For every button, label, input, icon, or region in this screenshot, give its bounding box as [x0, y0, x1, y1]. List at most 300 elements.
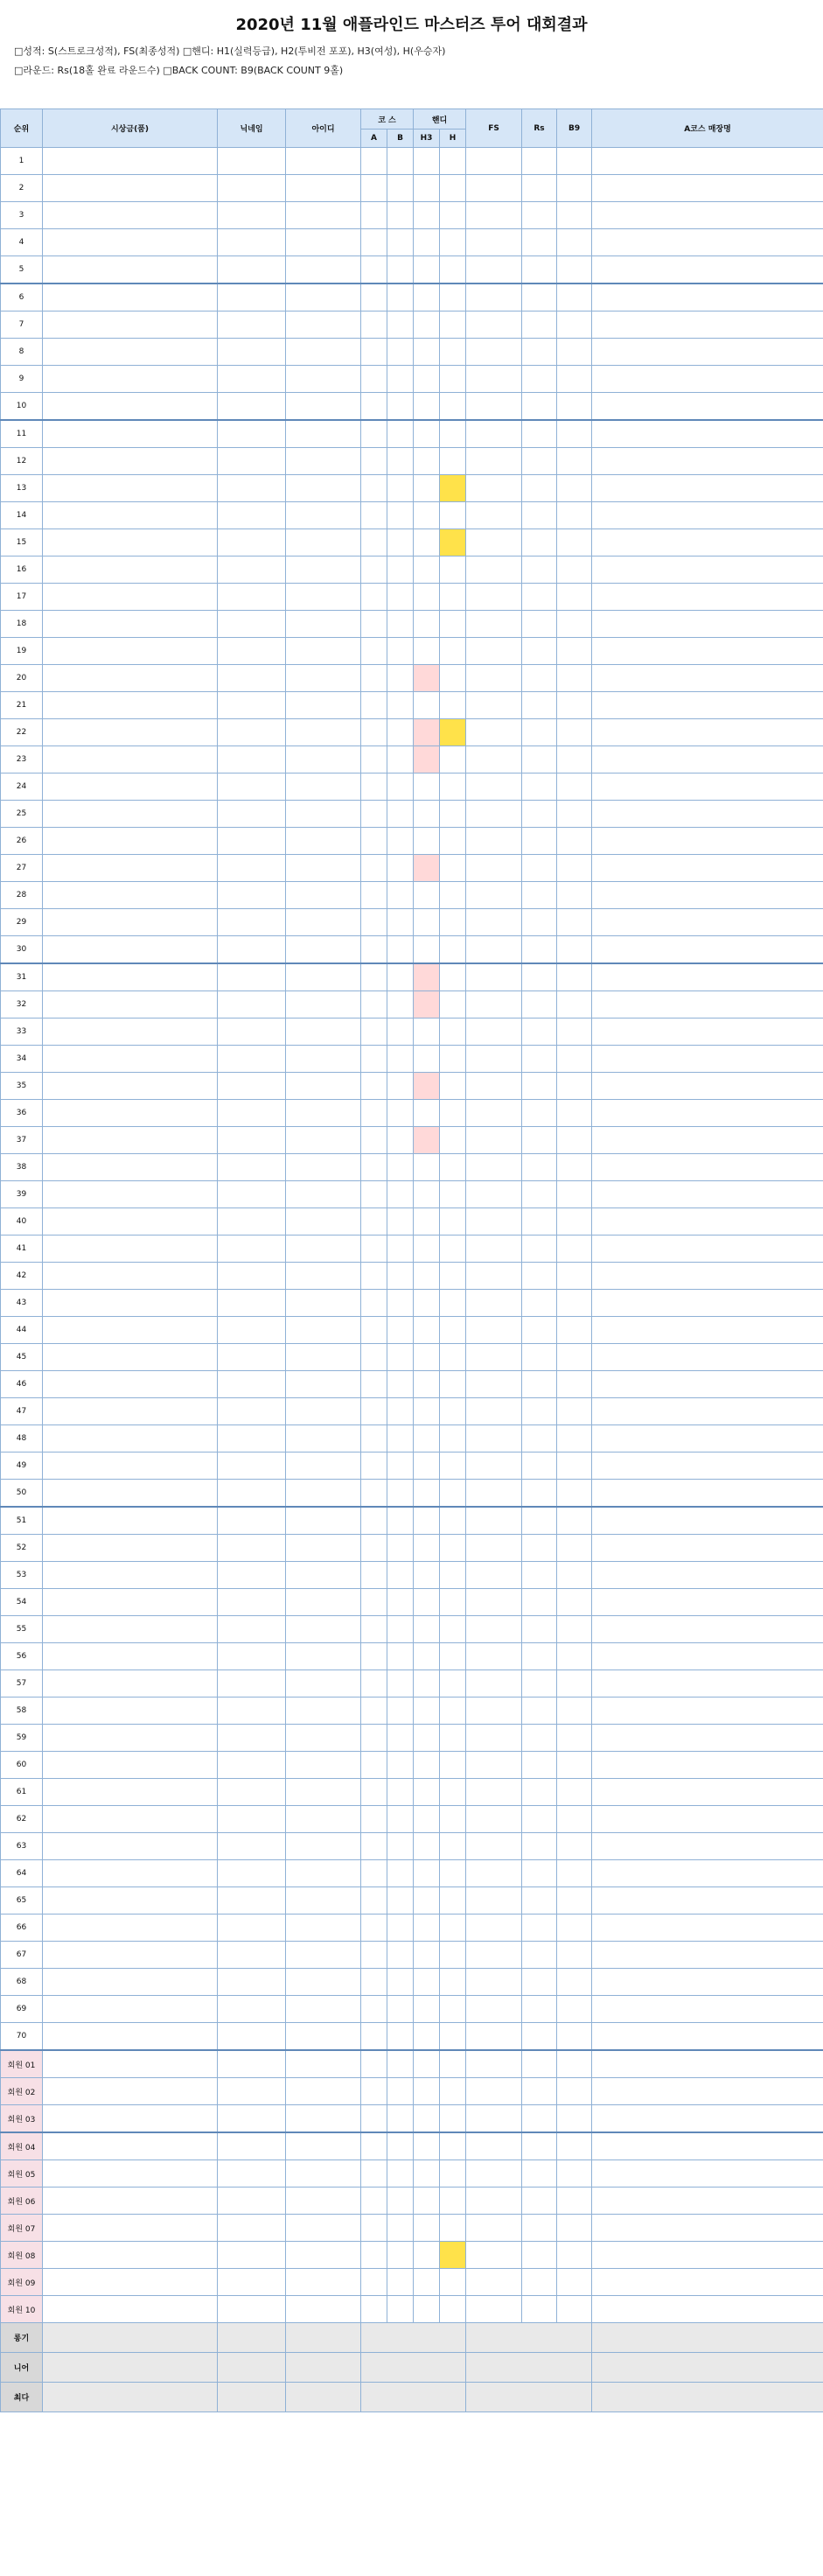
prize-cell — [43, 2188, 218, 2215]
id-cell — [286, 1616, 361, 1643]
h-cell — [440, 256, 466, 284]
rank-cell: 31 — [1, 963, 43, 991]
place-cell — [592, 1073, 823, 1100]
place-cell — [592, 393, 823, 421]
footer-value-cell — [466, 2383, 592, 2412]
h-cell — [440, 393, 466, 421]
id-cell — [286, 1181, 361, 1208]
b9-cell — [557, 719, 592, 746]
b-cell — [387, 420, 414, 448]
h-cell — [440, 1616, 466, 1643]
b9-cell — [557, 801, 592, 828]
place-cell — [592, 1290, 823, 1317]
place-cell — [592, 148, 823, 175]
table-row — [1, 1833, 823, 1860]
table-row — [1, 1236, 823, 1263]
a-cell — [361, 801, 387, 828]
h3-cell — [414, 2242, 440, 2269]
b-cell — [387, 1535, 414, 1562]
rank-cell: 회원 05 — [1, 2160, 43, 2188]
a-cell — [361, 366, 387, 393]
table-row — [1, 638, 823, 665]
b-cell — [387, 2078, 414, 2105]
fs-cell — [466, 2160, 522, 2188]
place-cell — [592, 1480, 823, 1508]
place-cell — [592, 1670, 823, 1698]
a-cell — [361, 339, 387, 366]
rank-cell: 59 — [1, 1725, 43, 1752]
table-row — [1, 882, 823, 909]
table-row — [1, 1562, 823, 1589]
id-cell — [286, 1698, 361, 1725]
a-cell — [361, 882, 387, 909]
fs-cell — [466, 584, 522, 611]
rs-cell — [522, 339, 557, 366]
a-cell — [361, 1425, 387, 1452]
rs-cell — [522, 1154, 557, 1181]
table-row — [1, 2132, 823, 2160]
rs-cell — [522, 909, 557, 936]
a-cell — [361, 1100, 387, 1127]
fs-cell — [466, 1670, 522, 1698]
table-row — [1, 1127, 823, 1154]
b9-cell — [557, 1452, 592, 1480]
prize-cell — [43, 746, 218, 774]
h3-cell — [414, 1616, 440, 1643]
b-cell — [387, 1480, 414, 1508]
nick-cell — [218, 692, 286, 719]
fs-cell — [466, 448, 522, 475]
h-cell — [440, 366, 466, 393]
b9-cell — [557, 1208, 592, 1236]
nick-cell — [218, 175, 286, 202]
nick-cell — [218, 2160, 286, 2188]
rs-cell — [522, 1507, 557, 1535]
h-cell — [440, 909, 466, 936]
b9-cell — [557, 1236, 592, 1263]
b-cell — [387, 529, 414, 556]
rs-cell — [522, 638, 557, 665]
fs-cell — [466, 1725, 522, 1752]
rs-cell — [522, 1616, 557, 1643]
prize-cell — [43, 611, 218, 638]
h3-cell — [414, 1833, 440, 1860]
place-cell — [592, 855, 823, 882]
rs-cell — [522, 312, 557, 339]
b9-cell — [557, 2023, 592, 2051]
fs-cell — [466, 2269, 522, 2296]
a-cell — [361, 475, 387, 502]
h3-cell — [414, 1779, 440, 1806]
h-cell — [440, 1562, 466, 1589]
b-cell — [387, 1942, 414, 1969]
h3-cell — [414, 2078, 440, 2105]
footer-id-cell — [286, 2383, 361, 2412]
a-cell — [361, 1127, 387, 1154]
fs-cell — [466, 1860, 522, 1887]
place-cell — [592, 556, 823, 584]
place-cell — [592, 2160, 823, 2188]
prize-cell — [43, 1208, 218, 1236]
nick-cell — [218, 1317, 286, 1344]
table-header-row — [1, 109, 823, 130]
b9-cell — [557, 1425, 592, 1452]
b9-cell — [557, 882, 592, 909]
table-row — [1, 148, 823, 175]
a-cell — [361, 1887, 387, 1914]
rs-cell — [522, 1914, 557, 1942]
rs-cell — [522, 936, 557, 964]
rs-cell — [522, 1806, 557, 1833]
place-cell — [592, 1914, 823, 1942]
h-cell — [440, 2132, 466, 2160]
prize-cell — [43, 1562, 218, 1589]
rank-cell: 8 — [1, 339, 43, 366]
nick-cell — [218, 312, 286, 339]
b9-cell — [557, 2215, 592, 2242]
rs-cell — [522, 1236, 557, 1263]
place-cell — [592, 638, 823, 665]
fs-cell — [466, 1779, 522, 1806]
h3-cell — [414, 638, 440, 665]
table-row — [1, 2269, 823, 2296]
h-cell — [440, 638, 466, 665]
b9-cell — [557, 1127, 592, 1154]
rs-cell — [522, 2132, 557, 2160]
table-row — [1, 1425, 823, 1452]
rs-cell — [522, 1562, 557, 1589]
h3-cell — [414, 1290, 440, 1317]
b9-cell — [557, 148, 592, 175]
prize-cell — [43, 1317, 218, 1344]
h3-cell — [414, 148, 440, 175]
id-cell — [286, 2105, 361, 2133]
h3-cell — [414, 1371, 440, 1398]
fs-cell — [466, 2023, 522, 2051]
fs-cell — [466, 1290, 522, 1317]
fs-cell — [466, 1398, 522, 1425]
place-cell — [592, 229, 823, 256]
b-cell — [387, 801, 414, 828]
a-cell — [361, 1670, 387, 1698]
legend-line: □성적: S(스트로크성적), FS(최종성적) □핸디: H1(실력등급), H2(투비전 포포), H3(여성), H(우승자) — [14, 46, 446, 57]
place-cell — [592, 1589, 823, 1616]
h-cell — [440, 719, 466, 746]
table-row — [1, 1100, 823, 1127]
b9-cell — [557, 475, 592, 502]
fs-cell — [466, 1752, 522, 1779]
nick-cell — [218, 339, 286, 366]
prize-cell — [43, 420, 218, 448]
fs-cell — [466, 1371, 522, 1398]
prize-cell — [43, 1887, 218, 1914]
table-row — [1, 1670, 823, 1698]
nick-cell — [218, 2188, 286, 2215]
fs-cell — [466, 882, 522, 909]
a-cell — [361, 1263, 387, 1290]
a-cell — [361, 1833, 387, 1860]
nick-cell — [218, 2050, 286, 2078]
b9-cell — [557, 1969, 592, 1996]
nick-cell — [218, 2215, 286, 2242]
rank-cell: 37 — [1, 1127, 43, 1154]
h-cell — [440, 202, 466, 229]
table-row — [1, 774, 823, 801]
place-cell — [592, 774, 823, 801]
table-row — [1, 963, 823, 991]
h3-cell — [414, 202, 440, 229]
h3-cell — [414, 2215, 440, 2242]
prize-cell — [43, 1480, 218, 1508]
table-row — [1, 366, 823, 393]
b9-cell — [557, 1670, 592, 1698]
id-cell — [286, 1344, 361, 1371]
id-cell — [286, 963, 361, 991]
fs-cell — [466, 1806, 522, 1833]
place-cell — [592, 2105, 823, 2133]
table-row — [1, 2296, 823, 2323]
h-cell — [440, 1154, 466, 1181]
h3-cell — [414, 882, 440, 909]
place-cell — [592, 1535, 823, 1562]
prize-cell — [43, 1236, 218, 1263]
rs-cell — [522, 1371, 557, 1398]
rank-cell: 9 — [1, 366, 43, 393]
rank-cell: 2 — [1, 175, 43, 202]
prize-cell — [43, 366, 218, 393]
h-cell — [440, 1833, 466, 1860]
rs-cell — [522, 1670, 557, 1698]
fs-cell — [466, 2078, 522, 2105]
rank-cell: 48 — [1, 1425, 43, 1452]
nick-cell — [218, 1806, 286, 1833]
table-row — [1, 1263, 823, 1290]
nick-cell — [218, 801, 286, 828]
rs-cell — [522, 1452, 557, 1480]
place-cell — [592, 2188, 823, 2215]
h3-cell — [414, 229, 440, 256]
b9-cell — [557, 1914, 592, 1942]
place-cell — [592, 175, 823, 202]
fs-cell — [466, 1535, 522, 1562]
fs-cell — [466, 801, 522, 828]
nick-cell — [218, 1127, 286, 1154]
h-cell — [440, 1752, 466, 1779]
rs-cell — [522, 991, 557, 1018]
h-header: H — [440, 130, 466, 148]
rank-cell: 19 — [1, 638, 43, 665]
nick-cell — [218, 284, 286, 312]
id-cell — [286, 1752, 361, 1779]
a-cell — [361, 1562, 387, 1589]
h3-cell — [414, 2023, 440, 2051]
a-cell — [361, 1860, 387, 1887]
b-cell — [387, 882, 414, 909]
a-cell — [361, 1806, 387, 1833]
rank-cell: 62 — [1, 1806, 43, 1833]
nick-cell — [218, 529, 286, 556]
h3-cell — [414, 1452, 440, 1480]
nick-cell — [218, 1073, 286, 1100]
place-cell — [592, 1969, 823, 1996]
place-cell — [592, 475, 823, 502]
fs-cell — [466, 1969, 522, 1996]
prize-cell — [43, 1535, 218, 1562]
id-cell — [286, 1480, 361, 1508]
prize-cell — [43, 936, 218, 964]
a-cell — [361, 746, 387, 774]
rank-cell: 회원 07 — [1, 2215, 43, 2242]
rank-cell: 42 — [1, 1263, 43, 1290]
h3-cell — [414, 1073, 440, 1100]
h3-cell — [414, 1018, 440, 1046]
rs-cell — [522, 1181, 557, 1208]
rs-cell — [522, 1996, 557, 2023]
id-cell — [286, 1154, 361, 1181]
nick-cell — [218, 1562, 286, 1589]
fs-cell — [466, 1914, 522, 1942]
h-cell — [440, 2078, 466, 2105]
place-cell — [592, 2269, 823, 2296]
rs-cell — [522, 393, 557, 421]
footer-body — [1, 2323, 823, 2412]
fs-cell — [466, 774, 522, 801]
place-cell — [592, 584, 823, 611]
table-row — [1, 556, 823, 584]
a-cell — [361, 1969, 387, 1996]
rs-cell — [522, 1887, 557, 1914]
h3-cell — [414, 1263, 440, 1290]
h3-cell — [414, 611, 440, 638]
nick-cell — [218, 584, 286, 611]
h-cell — [440, 1996, 466, 2023]
rank-cell: 17 — [1, 584, 43, 611]
prize-cell — [43, 202, 218, 229]
a-cell — [361, 1046, 387, 1073]
h-cell — [440, 1887, 466, 1914]
b-cell — [387, 1263, 414, 1290]
a-cell — [361, 1914, 387, 1942]
b-cell — [387, 2269, 414, 2296]
b9-cell — [557, 393, 592, 421]
h3-cell — [414, 936, 440, 964]
rs-cell — [522, 855, 557, 882]
rs-cell — [522, 1535, 557, 1562]
id-cell — [286, 746, 361, 774]
place-cell — [592, 746, 823, 774]
b-cell — [387, 2242, 414, 2269]
table-row — [1, 665, 823, 692]
h3-cell — [414, 1752, 440, 1779]
rs-cell — [522, 556, 557, 584]
fs-cell — [466, 2188, 522, 2215]
a-cell — [361, 1779, 387, 1806]
rank-cell: 32 — [1, 991, 43, 1018]
id-cell — [286, 1725, 361, 1752]
table-row — [1, 1806, 823, 1833]
b-cell — [387, 2296, 414, 2323]
prize-cell — [43, 393, 218, 421]
h-cell — [440, 556, 466, 584]
rs-cell — [522, 2160, 557, 2188]
prize-cell — [43, 1643, 218, 1670]
h3-cell — [414, 584, 440, 611]
b-cell — [387, 1127, 414, 1154]
rank-cell: 51 — [1, 1507, 43, 1535]
footer-nick-cell — [218, 2383, 286, 2412]
prize-cell — [43, 1725, 218, 1752]
table-row — [1, 1887, 823, 1914]
nick-cell — [218, 828, 286, 855]
rank-cell: 66 — [1, 1914, 43, 1942]
nick-cell — [218, 1371, 286, 1398]
place-cell — [592, 312, 823, 339]
a-cell — [361, 2050, 387, 2078]
h-cell — [440, 963, 466, 991]
b9-cell — [557, 1589, 592, 1616]
place-cell — [592, 2242, 823, 2269]
prize-cell — [43, 963, 218, 991]
nick-cell — [218, 502, 286, 529]
table-row — [1, 2188, 823, 2215]
table-row — [1, 202, 823, 229]
h-cell — [440, 2050, 466, 2078]
fs-cell — [466, 2132, 522, 2160]
rs-cell — [522, 1860, 557, 1887]
table-row — [1, 1208, 823, 1236]
rs-cell — [522, 2242, 557, 2269]
place-cell — [592, 963, 823, 991]
table-row — [1, 1344, 823, 1371]
h-cell — [440, 1371, 466, 1398]
place-cell — [592, 1317, 823, 1344]
a-cell — [361, 1480, 387, 1508]
a-cell — [361, 1535, 387, 1562]
b9-cell — [557, 312, 592, 339]
prize-cell — [43, 148, 218, 175]
fs-cell — [466, 855, 522, 882]
nick-cell — [218, 1833, 286, 1860]
fs-cell — [466, 936, 522, 964]
a-cell — [361, 556, 387, 584]
b9-cell — [557, 1290, 592, 1317]
b-cell — [387, 1507, 414, 1535]
table-row — [1, 529, 823, 556]
prize-cell — [43, 855, 218, 882]
rs-cell — [522, 502, 557, 529]
h-cell — [440, 1589, 466, 1616]
b9-cell — [557, 746, 592, 774]
a-cell — [361, 502, 387, 529]
rs-cell — [522, 719, 557, 746]
fs-cell — [466, 1100, 522, 1127]
table-row — [1, 229, 823, 256]
rank-cell: 11 — [1, 420, 43, 448]
nick-cell — [218, 882, 286, 909]
prize-cell — [43, 719, 218, 746]
h3-cell — [414, 2050, 440, 2078]
nick-cell — [218, 1725, 286, 1752]
rs-cell — [522, 284, 557, 312]
b-cell — [387, 1698, 414, 1725]
place-cell — [592, 1046, 823, 1073]
rs-cell — [522, 665, 557, 692]
rank-cell: 63 — [1, 1833, 43, 1860]
results-body — [1, 148, 823, 2323]
place-cell — [592, 692, 823, 719]
rank-cell: 13 — [1, 475, 43, 502]
prize-cell — [43, 1181, 218, 1208]
